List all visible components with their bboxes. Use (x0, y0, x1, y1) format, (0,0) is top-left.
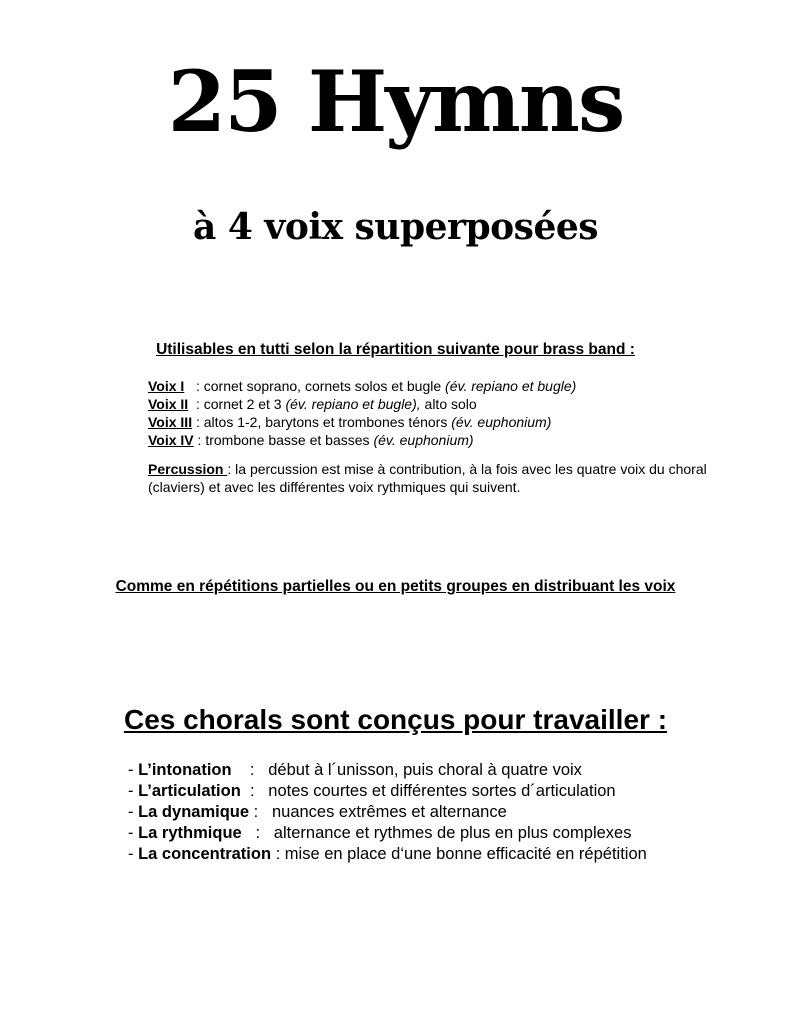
percussion-label: Percussion (148, 461, 228, 477)
goal-text: : nuances extrêmes et alternance (249, 803, 507, 821)
goal-text: : début à l´unisson, puis choral à quatre voix (231, 761, 582, 779)
voice-row (148, 377, 576, 395)
goal-text: : notes courtes et différentes sortes d´articulation (240, 782, 616, 800)
voice-separator: : (184, 378, 204, 394)
goal-bullet: - (128, 761, 139, 779)
voice-row (148, 431, 576, 449)
voice-note: (év. repiano et bugle), (285, 396, 421, 412)
goal-item (128, 844, 647, 865)
voice-separator: : (192, 414, 204, 430)
goal-label: La concentration (138, 845, 272, 863)
voices-list (148, 377, 576, 449)
goal-label: L’intonation (138, 761, 232, 779)
voice-label: Voix III (148, 414, 193, 430)
voice-text-after: alto solo (420, 396, 477, 412)
voice-text: cornet 2 et 3 (203, 396, 286, 412)
goal-item (128, 781, 647, 802)
goal-bullet: - (128, 803, 139, 821)
voice-separator: : (188, 396, 204, 412)
goal-item (128, 802, 647, 823)
voice-note: (év. euphonium) (373, 432, 474, 448)
voice-text: cornet soprano, cornets solos et bugle (203, 378, 446, 394)
voice-note: (év. repiano et bugle) (445, 378, 577, 394)
voice-text: trombone basse et basses (205, 432, 374, 448)
goal-item (128, 823, 647, 844)
goal-item (128, 760, 647, 781)
voice-label: Voix I (148, 378, 185, 394)
goals-heading: Ces chorals sont conçus pour travailler : (123, 704, 668, 735)
percussion-text: : la percussion est mise à contribution, à la fois avec les quatre voix du choral (claviers) et avec les différentes voix rythmiques qui suivent. (148, 461, 707, 495)
goal-bullet: - (128, 782, 139, 800)
voice-label: Voix II (148, 396, 189, 412)
partial-rehearsal-heading: Comme en répétitions partielles ou en petits groupes en distribuant les voix (115, 578, 676, 595)
goal-bullet: - (128, 845, 139, 863)
document-subtitle: à 4 voix superposées (192, 206, 599, 248)
voice-separator: : (193, 432, 206, 448)
goal-label: L’articulation (138, 782, 241, 800)
voice-row (148, 395, 576, 413)
goal-label: La rythmique (138, 824, 242, 842)
document-title: 25 Hymns (167, 52, 624, 151)
goal-bullet: - (128, 824, 139, 842)
voice-row (148, 413, 576, 431)
usage-heading: Utilisables en tutti selon la répartition suivante pour brass band : (156, 341, 635, 358)
voice-label: Voix IV (148, 432, 194, 448)
voice-note: (év. euphonium) (451, 414, 552, 430)
goals-list (128, 760, 647, 865)
goal-text: : mise en place d‘une bonne efficacité en répétition (271, 845, 647, 863)
voice-text: altos 1-2, barytons et trombones ténors (203, 414, 452, 430)
goal-text: : alternance et rythmes de plus en plus complexes (241, 824, 632, 842)
percussion-paragraph (148, 460, 708, 496)
goal-label: La dynamique (138, 803, 250, 821)
